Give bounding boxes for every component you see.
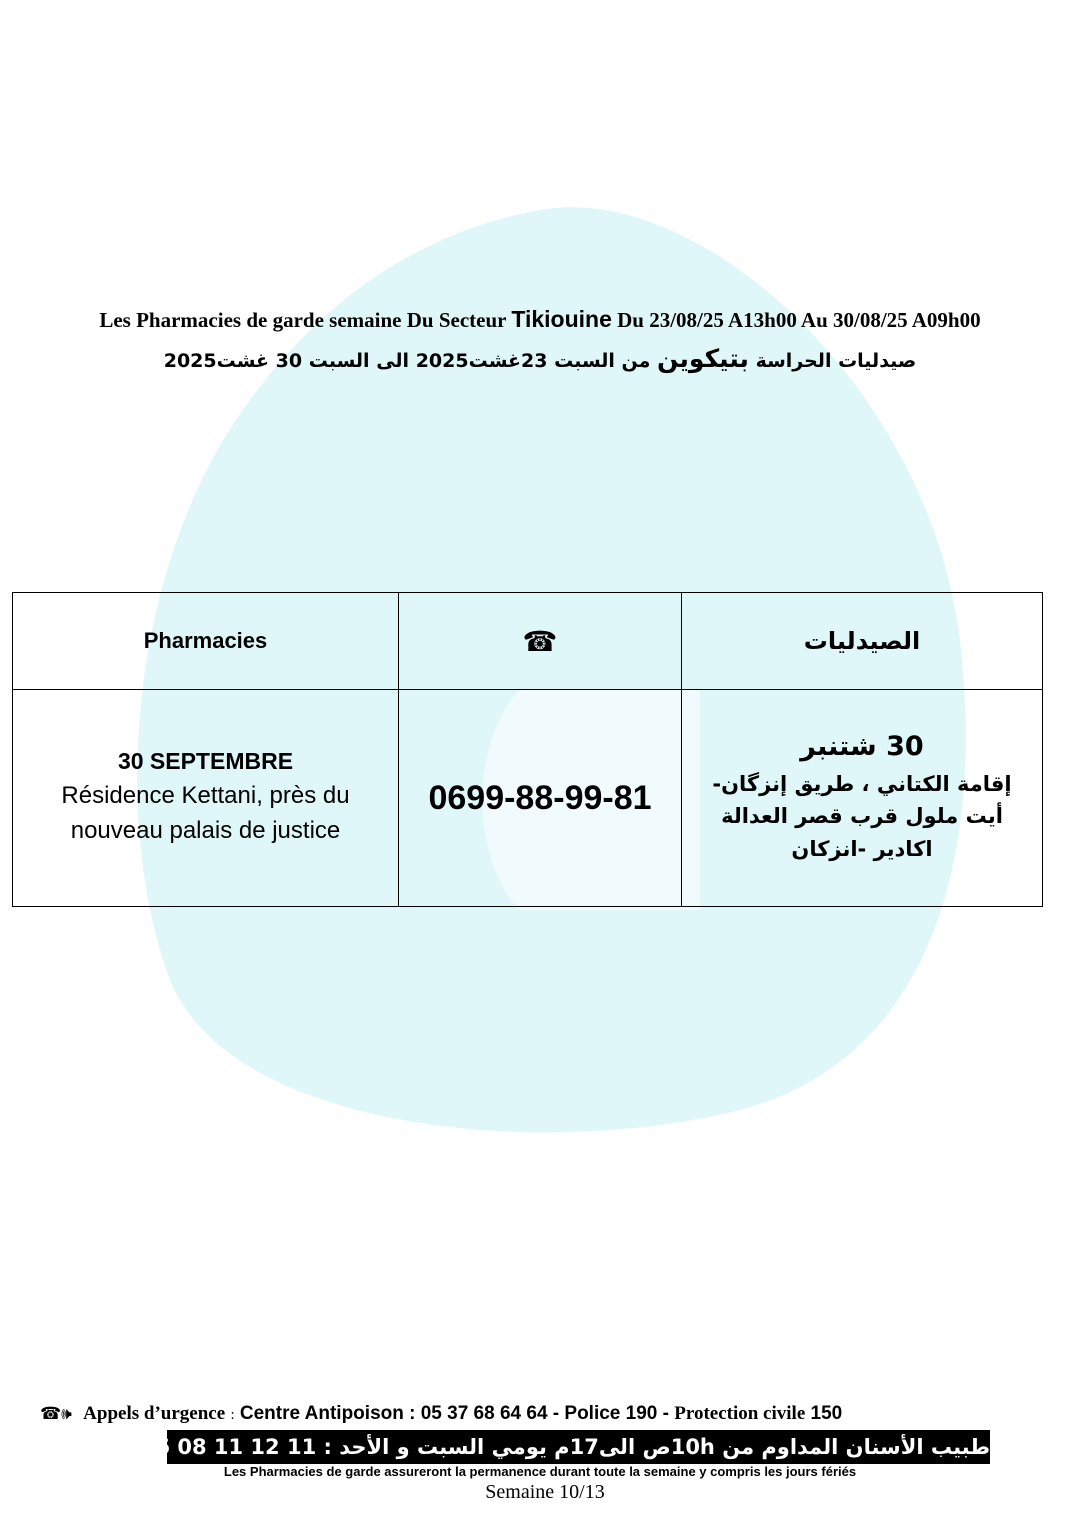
emergency-label: Appels d’urgence xyxy=(83,1403,226,1424)
dentist-banner: طبيب الأسنان المداوم من 10hص الى17م يومي السبت و الأحد : 11 12 11 08 06 xyxy=(167,1430,990,1464)
garde-note: Les Pharmacies de garde assureront la permanence durant toute la semaine y compris les jours fériés xyxy=(223,1464,857,1479)
header-pharmacies: Pharmacies xyxy=(13,593,399,690)
week-label: Semaine 10/13 xyxy=(485,1481,605,1503)
pharmacy-ar-day: 30 شتنبر xyxy=(800,730,924,762)
emergency-calls xyxy=(40,1403,1040,1425)
emergency-antipoison-police: Centre Antipoison : 05 37 68 64 64 - Police 190 - xyxy=(239,1403,669,1424)
emergency-civile-number: 150 xyxy=(810,1403,843,1424)
title-ar-prefix: صيدليات الحراسة xyxy=(755,350,917,372)
pharmacies-table xyxy=(12,592,1043,907)
title-fr-prefix: Les Pharmacies de garde semaine Du Secteur xyxy=(99,308,507,332)
title-fr-sector: Tikiouine xyxy=(511,306,612,332)
pharmacy-fr-cell xyxy=(13,690,399,907)
table-row xyxy=(13,690,1043,907)
pharmacy-phone: 0699-88-99-81 xyxy=(399,690,682,907)
phone-speaker-icon: ☎🕪 xyxy=(40,1404,72,1423)
emergency-colon: : xyxy=(230,1407,235,1423)
title-arabic xyxy=(0,344,1080,373)
pharmacy-fr-address: Résidence Kettani, près du nouveau palais de justice xyxy=(61,781,350,844)
pharmacy-ar-address: إقامة الكتاني ، طريق إنزگان- أيت ملول قرب قصر العدالة اكادير -انزكان xyxy=(712,771,1012,861)
title-fr-suffix: Du 23/08/25 A13h00 Au 30/08/25 A09h00 xyxy=(617,308,981,332)
header-phone xyxy=(399,593,682,690)
title-ar-suffix: من السبت 23غشت2025 الى السبت 30 غشت2025 xyxy=(163,350,651,372)
pharmacy-fr-day: 30 SEPTEMBRE xyxy=(117,747,294,774)
title-french xyxy=(0,306,1080,333)
telephone-icon: ☎ xyxy=(522,625,558,657)
emergency-civile-label: Protection civile xyxy=(674,1403,806,1424)
header-pharmacies-ar: الصيدليات xyxy=(682,593,1043,690)
title-ar-sector: بتيكوين xyxy=(657,344,749,373)
table-header-row xyxy=(13,593,1043,690)
pharmacy-ar-cell xyxy=(682,690,1043,907)
